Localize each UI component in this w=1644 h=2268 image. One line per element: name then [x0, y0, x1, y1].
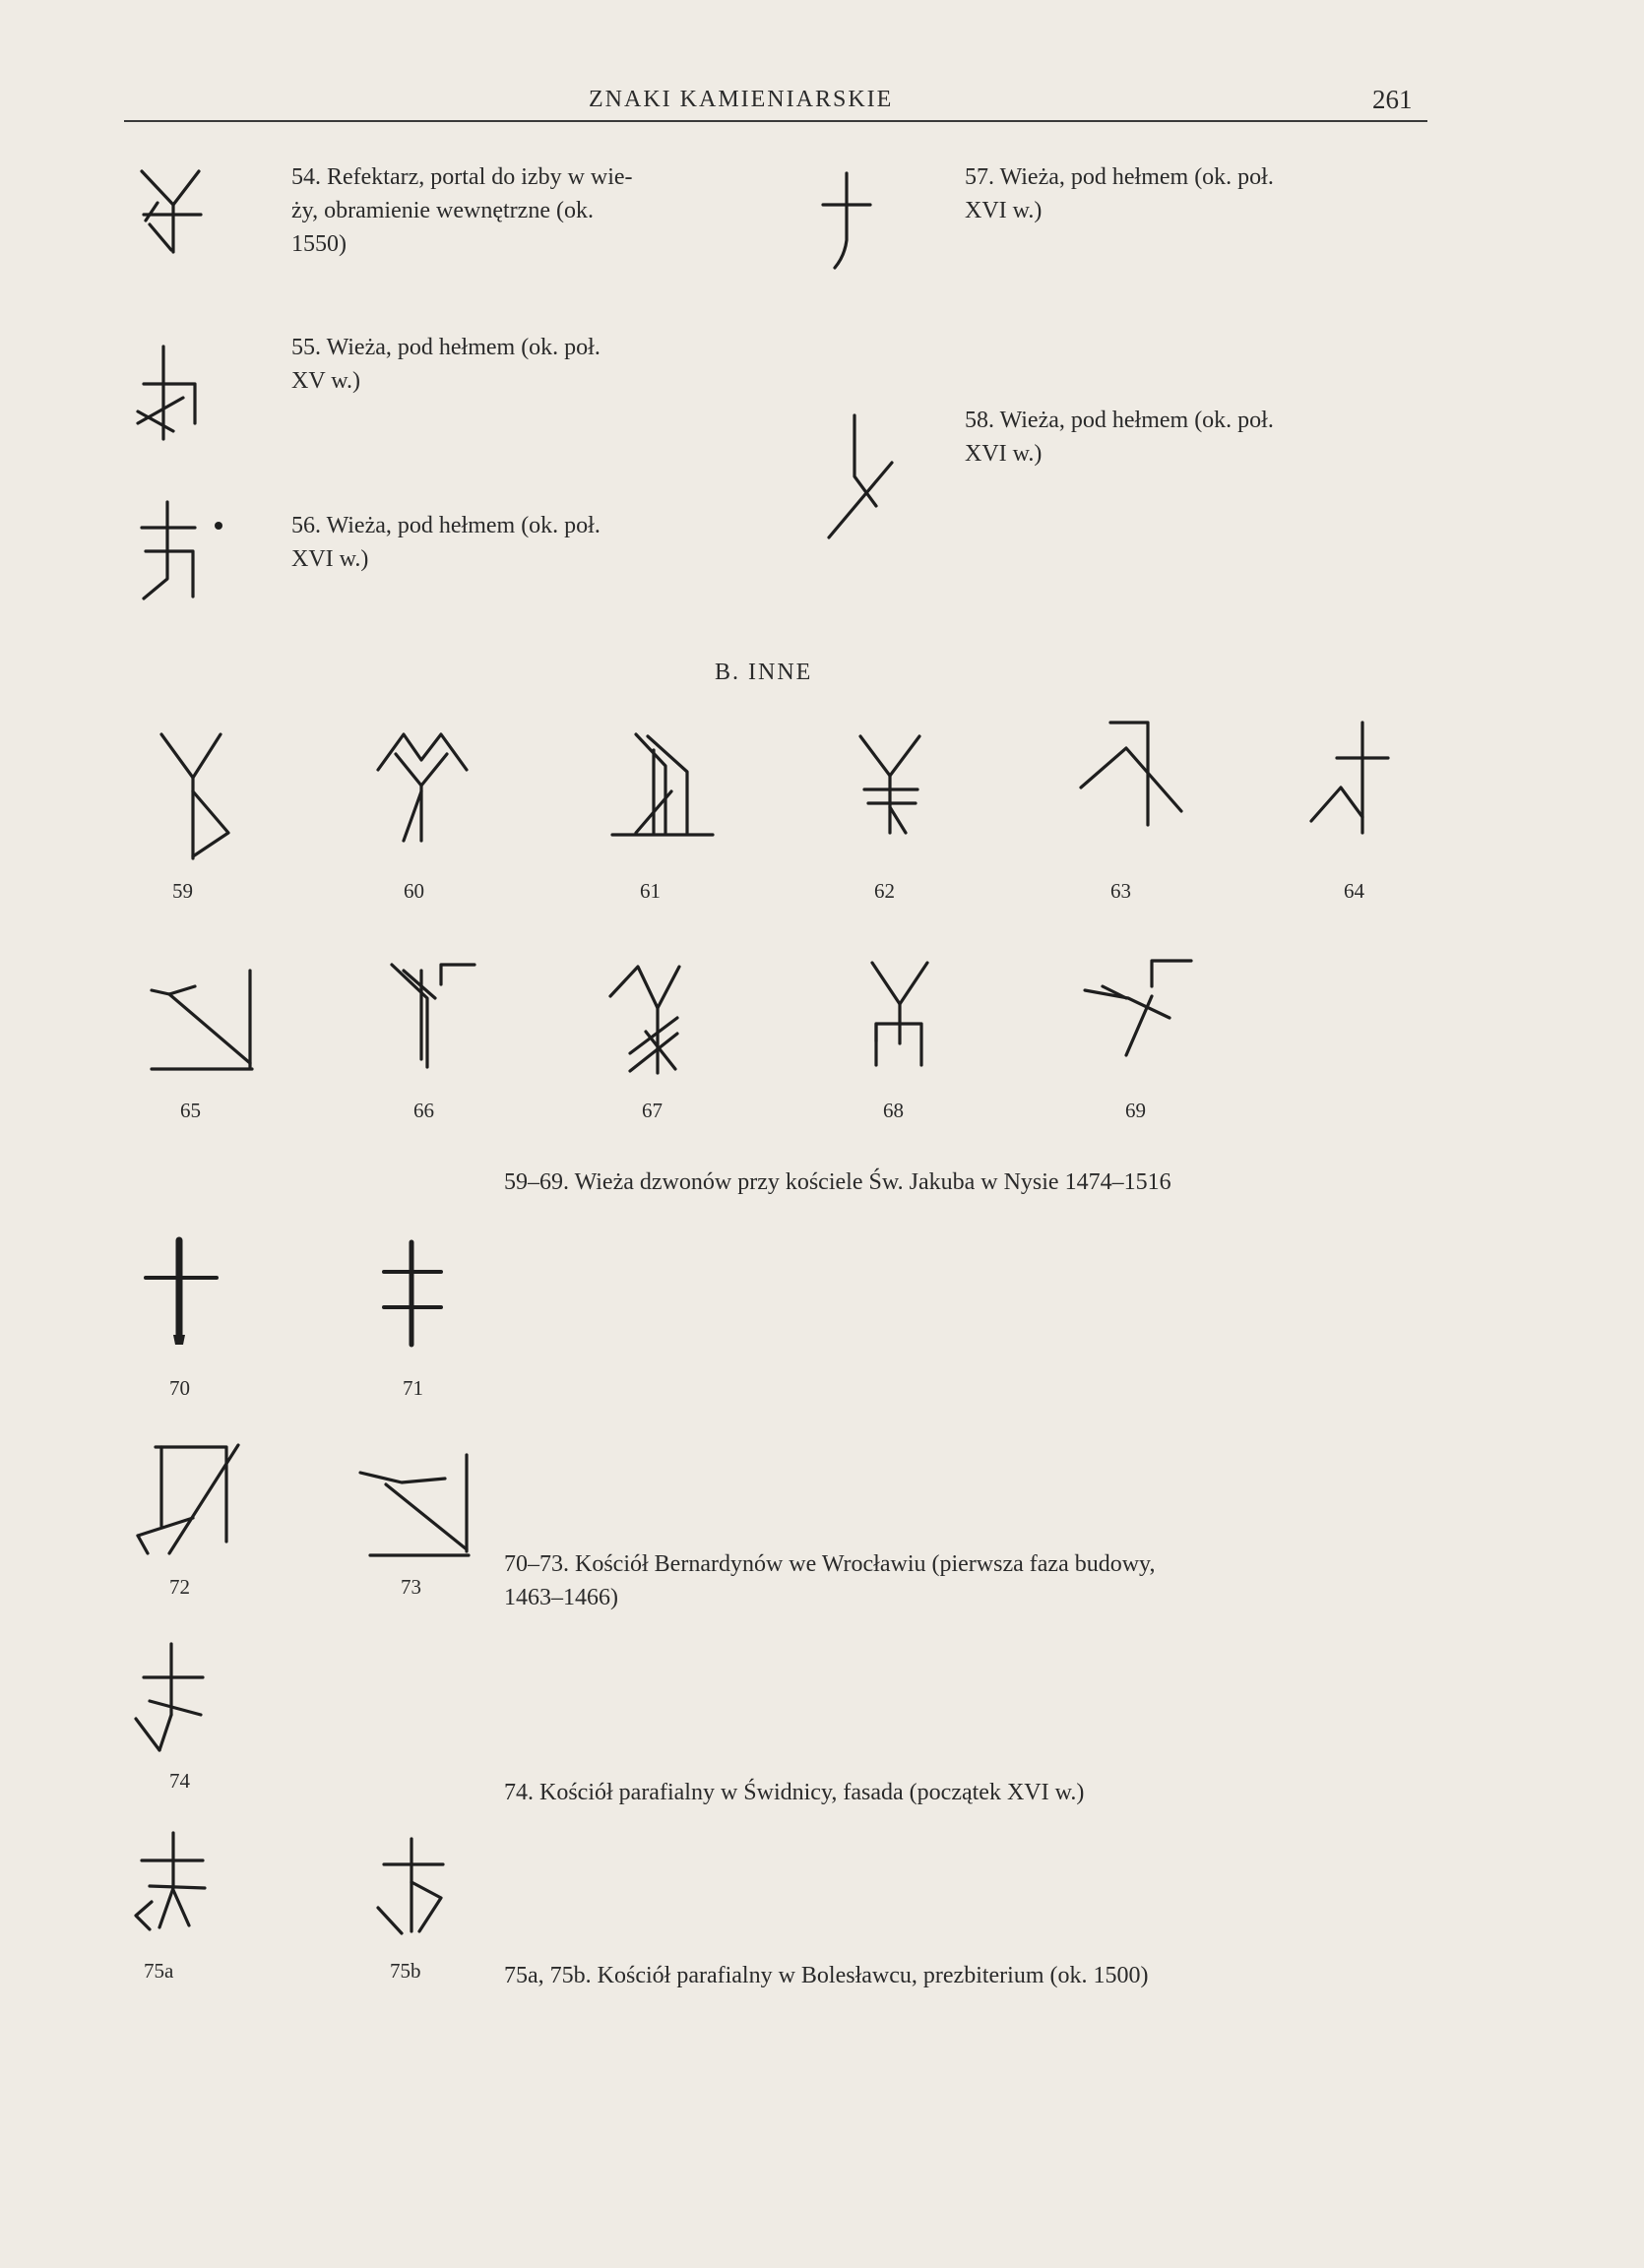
stonemason-mark-58-icon	[825, 411, 898, 539]
stonemason-mark-65-icon	[148, 967, 260, 1071]
stonemason-mark-63-icon	[1075, 719, 1185, 829]
caption-74: 74. Kościół parafialny w Świdnicy, fasada (początek XVI w.)	[504, 1780, 1085, 1805]
stonemason-mark-74-icon	[130, 1640, 207, 1752]
stonemason-mark-66-icon	[388, 961, 478, 1069]
stonemason-mark-68-icon	[866, 959, 935, 1067]
stonemason-mark-70-icon	[140, 1236, 221, 1347]
stonemason-mark-67-icon	[606, 963, 697, 1075]
entry-55-caption: 55. Wieża, pod hełmem (ok. poł. XV w.)	[291, 335, 601, 394]
mark-60-label: 60	[404, 879, 424, 903]
stonemason-mark-55-icon	[134, 345, 205, 443]
mark-75b-label: 75b	[390, 1959, 421, 1983]
page-number: 261	[1372, 85, 1413, 114]
stonemason-mark-54-icon	[138, 165, 207, 256]
stonemason-mark-64-icon	[1307, 719, 1390, 835]
stonemason-mark-60-icon	[374, 730, 471, 845]
mark-65-label: 65	[180, 1099, 201, 1122]
stonemason-mark-62-icon	[854, 730, 925, 837]
running-header-title: ZNAKI KAMIENIARSKIE	[589, 87, 894, 112]
mark-63-label: 63	[1110, 879, 1131, 903]
caption-59-69: 59–69. Wieża dzwonów przy kościele Św. Jakuba w Nysie 1474–1516	[504, 1169, 1171, 1195]
entry-58-caption: 58. Wieża, pod hełmem (ok. poł. XVI w.)	[965, 408, 1274, 467]
mark-59-label: 59	[172, 879, 193, 903]
stonemason-mark-72-icon	[134, 1443, 244, 1557]
entry-56-caption: 56. Wieża, pod hełmem (ok. poł. XVI w.)	[291, 513, 601, 572]
stonemason-mark-71-icon	[376, 1238, 449, 1349]
stonemason-mark-73-icon	[356, 1451, 473, 1559]
stonemason-mark-75b-icon	[372, 1835, 455, 1937]
mark-72-label: 72	[169, 1575, 190, 1599]
section-b-title: B. INNE	[715, 660, 813, 685]
mark-75a-label: 75a	[144, 1959, 174, 1983]
mark-61-label: 61	[640, 879, 661, 903]
stonemason-mark-61-icon	[608, 730, 717, 839]
header-rule	[124, 120, 1427, 122]
stonemason-mark-57-icon	[815, 169, 874, 272]
mark-73-label: 73	[401, 1575, 421, 1599]
mark-69-label: 69	[1125, 1099, 1146, 1122]
mark-67-label: 67	[642, 1099, 663, 1122]
mark-68-label: 68	[883, 1099, 904, 1122]
caption-70-73: 70–73. Kościół Bernardynów we Wrocławiu (pierwsza faza budowy, 1463–1466)	[504, 1551, 1156, 1610]
mark-62-label: 62	[874, 879, 895, 903]
mark-74-label: 74	[169, 1769, 190, 1793]
caption-75: 75a, 75b. Kościół parafialny w Bolesławcu, prezbiterium (ok. 1500)	[504, 1963, 1149, 1988]
stonemason-mark-75a-icon	[130, 1829, 213, 1933]
stonemason-mark-59-icon	[156, 730, 234, 860]
mark-64-label: 64	[1344, 879, 1364, 903]
entry-57-caption: 57. Wieża, pod hełmem (ok. poł. XVI w.)	[965, 164, 1274, 223]
stonemason-mark-56-icon	[136, 500, 224, 598]
stonemason-mark-69-icon	[1081, 957, 1195, 1059]
mark-66-label: 66	[413, 1099, 434, 1122]
entry-54-caption: 54. Refektarz, portal do izby w wie- ży, obramienie wewnętrzne (ok. 1550)	[291, 164, 633, 257]
mark-70-label: 70	[169, 1376, 190, 1400]
mark-71-label: 71	[403, 1376, 423, 1400]
